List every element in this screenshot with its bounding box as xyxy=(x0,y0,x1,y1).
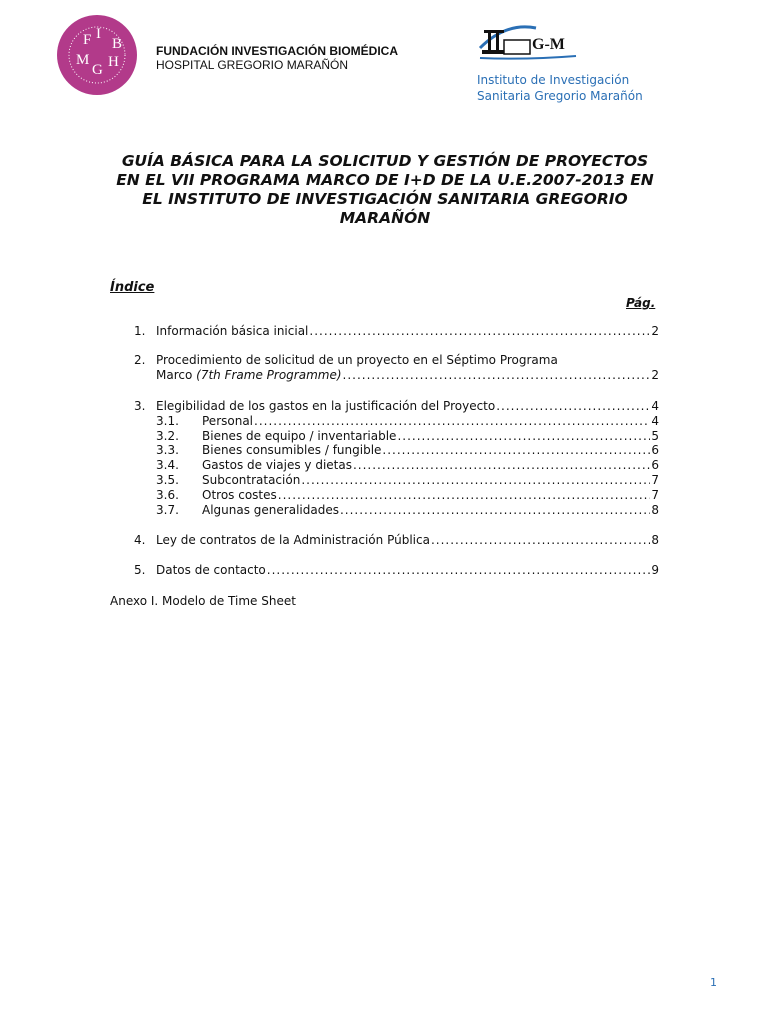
toc-leader-dots xyxy=(254,414,650,429)
toc-subitem-label: Bienes de equipo / inventariable xyxy=(202,429,397,443)
foundation-line-2: HOSPITAL GREGORIO MARAÑÓN xyxy=(156,58,349,72)
toc-item-label: Ley de contratos de la Administración Pública xyxy=(156,533,430,547)
svg-text:B: B xyxy=(112,36,123,52)
toc-subitem-label: Gastos de viajes y dietas xyxy=(202,458,352,472)
toc-subitem-3-3[interactable] xyxy=(156,443,659,458)
svg-text:I: I xyxy=(96,26,101,42)
index-heading: Índice xyxy=(110,280,155,295)
foundation-line-1: FUNDACIÓN INVESTIGACIÓN BIOMÉDICA xyxy=(156,44,399,58)
svg-text:G: G xyxy=(92,62,103,78)
svg-text:G-M: G-M xyxy=(532,36,565,53)
document-title xyxy=(100,152,670,228)
toc-item-2-line-1[interactable] xyxy=(134,353,558,368)
toc-item-label-prefix: Marco xyxy=(156,368,197,382)
page-number: 1 xyxy=(710,976,717,989)
toc-item-1[interactable] xyxy=(134,324,659,339)
title-line-1: GUÍA BÁSICA PARA LA SOLICITUD Y GESTIÓN DE PROYECTOS xyxy=(121,152,649,170)
annex-line[interactable]: Anexo I. Modelo de Time Sheet xyxy=(110,594,296,608)
svg-text:M: M xyxy=(76,52,90,68)
toc-item-label: Procedimiento de solicitud de un proyecto en el Séptimo Programa xyxy=(156,353,558,367)
toc-item-2-line-2[interactable] xyxy=(156,368,659,383)
toc-subitem-page: 7 xyxy=(651,488,659,502)
toc-subitem-number: 3.3. xyxy=(156,443,179,457)
toc-item-number: 2. xyxy=(134,353,146,367)
toc-item-label: Datos de contacto xyxy=(156,563,266,577)
toc-leader-dots xyxy=(496,399,650,414)
toc-item-number: 4. xyxy=(134,533,146,547)
toc-subitem-label: Personal xyxy=(202,414,254,428)
toc-subitem-3-1[interactable] xyxy=(156,414,659,429)
toc-subitem-3-7[interactable] xyxy=(156,503,659,518)
toc-subitem-number: 3.7. xyxy=(156,503,179,517)
toc-subitem-page: 5 xyxy=(651,429,659,443)
toc-leader-dots xyxy=(382,443,650,458)
toc-subitem-page: 8 xyxy=(651,503,659,517)
toc-item-page: 2 xyxy=(651,324,659,338)
toc-item-page: 8 xyxy=(651,533,659,547)
toc-item-number: 1. xyxy=(134,324,146,338)
toc-item-label-italic: (7th Frame Programme) xyxy=(196,368,342,382)
institute-line-1: Instituto de Investigación xyxy=(477,73,630,87)
title-line-2: EN EL VII PROGRAMA MARCO DE I+D DE LA U.E.2007-2013 EN xyxy=(116,171,654,189)
toc-item-label: Elegibilidad de los gastos en la justificación del Proyecto xyxy=(156,399,496,413)
iisgm-logo xyxy=(476,20,586,66)
toc-subitem-label: Bienes consumibles / fungible xyxy=(202,443,382,457)
toc-subitem-page: 6 xyxy=(651,443,659,457)
toc-leader-dots xyxy=(340,503,650,518)
toc-leader-dots xyxy=(309,324,650,339)
toc-subitem-page: 7 xyxy=(651,473,659,487)
svg-text:H: H xyxy=(108,54,119,70)
toc-subitem-page: 4 xyxy=(651,414,659,428)
title-line-3: EL INSTITUTO DE INVESTIGACIÓN SANITARIA GREGORIO xyxy=(142,190,628,208)
toc-subitem-label: Algunas generalidades xyxy=(202,503,339,517)
toc-subitem-3-5[interactable] xyxy=(156,473,659,488)
toc-subitem-number: 3.2. xyxy=(156,429,179,443)
toc-leader-dots xyxy=(353,458,650,473)
toc-subitem-3-4[interactable] xyxy=(156,458,659,473)
toc-item-page: 4 xyxy=(651,399,659,413)
foundation-name xyxy=(156,44,398,72)
toc-leader-dots xyxy=(431,533,650,548)
toc-item-number: 5. xyxy=(134,563,146,577)
toc-leader-dots xyxy=(267,563,651,578)
svg-text:F: F xyxy=(83,32,92,48)
toc-item-page: 9 xyxy=(651,563,659,577)
toc-item-page: 2 xyxy=(651,368,659,382)
toc-subitem-page: 6 xyxy=(651,458,659,472)
toc-item-3[interactable] xyxy=(134,399,659,414)
toc-subitem-number: 3.4. xyxy=(156,458,179,472)
page-column-heading: Pág. xyxy=(626,296,656,310)
institute-name xyxy=(477,72,643,104)
toc-subitem-3-6[interactable] xyxy=(156,488,659,503)
toc-item-number: 3. xyxy=(134,399,146,413)
toc-subitem-number: 3.5. xyxy=(156,473,179,487)
toc-subitem-number: 3.1. xyxy=(156,414,179,428)
institute-line-2: Sanitaria Gregorio Marañón xyxy=(477,89,643,103)
toc-subitem-3-2[interactable] xyxy=(156,429,659,444)
toc-item-4[interactable] xyxy=(134,533,659,548)
toc-subitem-label: Otros costes xyxy=(202,488,277,502)
toc-leader-dots xyxy=(301,473,650,488)
title-line-4: MARAÑÓN xyxy=(339,209,431,227)
toc-subitem-label: Subcontratación xyxy=(202,473,301,487)
toc-leader-dots xyxy=(397,429,650,444)
toc-item-5[interactable] xyxy=(134,563,659,578)
toc-subitem-number: 3.6. xyxy=(156,488,179,502)
toc-item-label: Información básica inicial xyxy=(156,324,309,338)
toc-leader-dots xyxy=(343,368,651,383)
toc-leader-dots xyxy=(278,488,651,503)
fibhgm-seal-logo xyxy=(56,14,138,96)
